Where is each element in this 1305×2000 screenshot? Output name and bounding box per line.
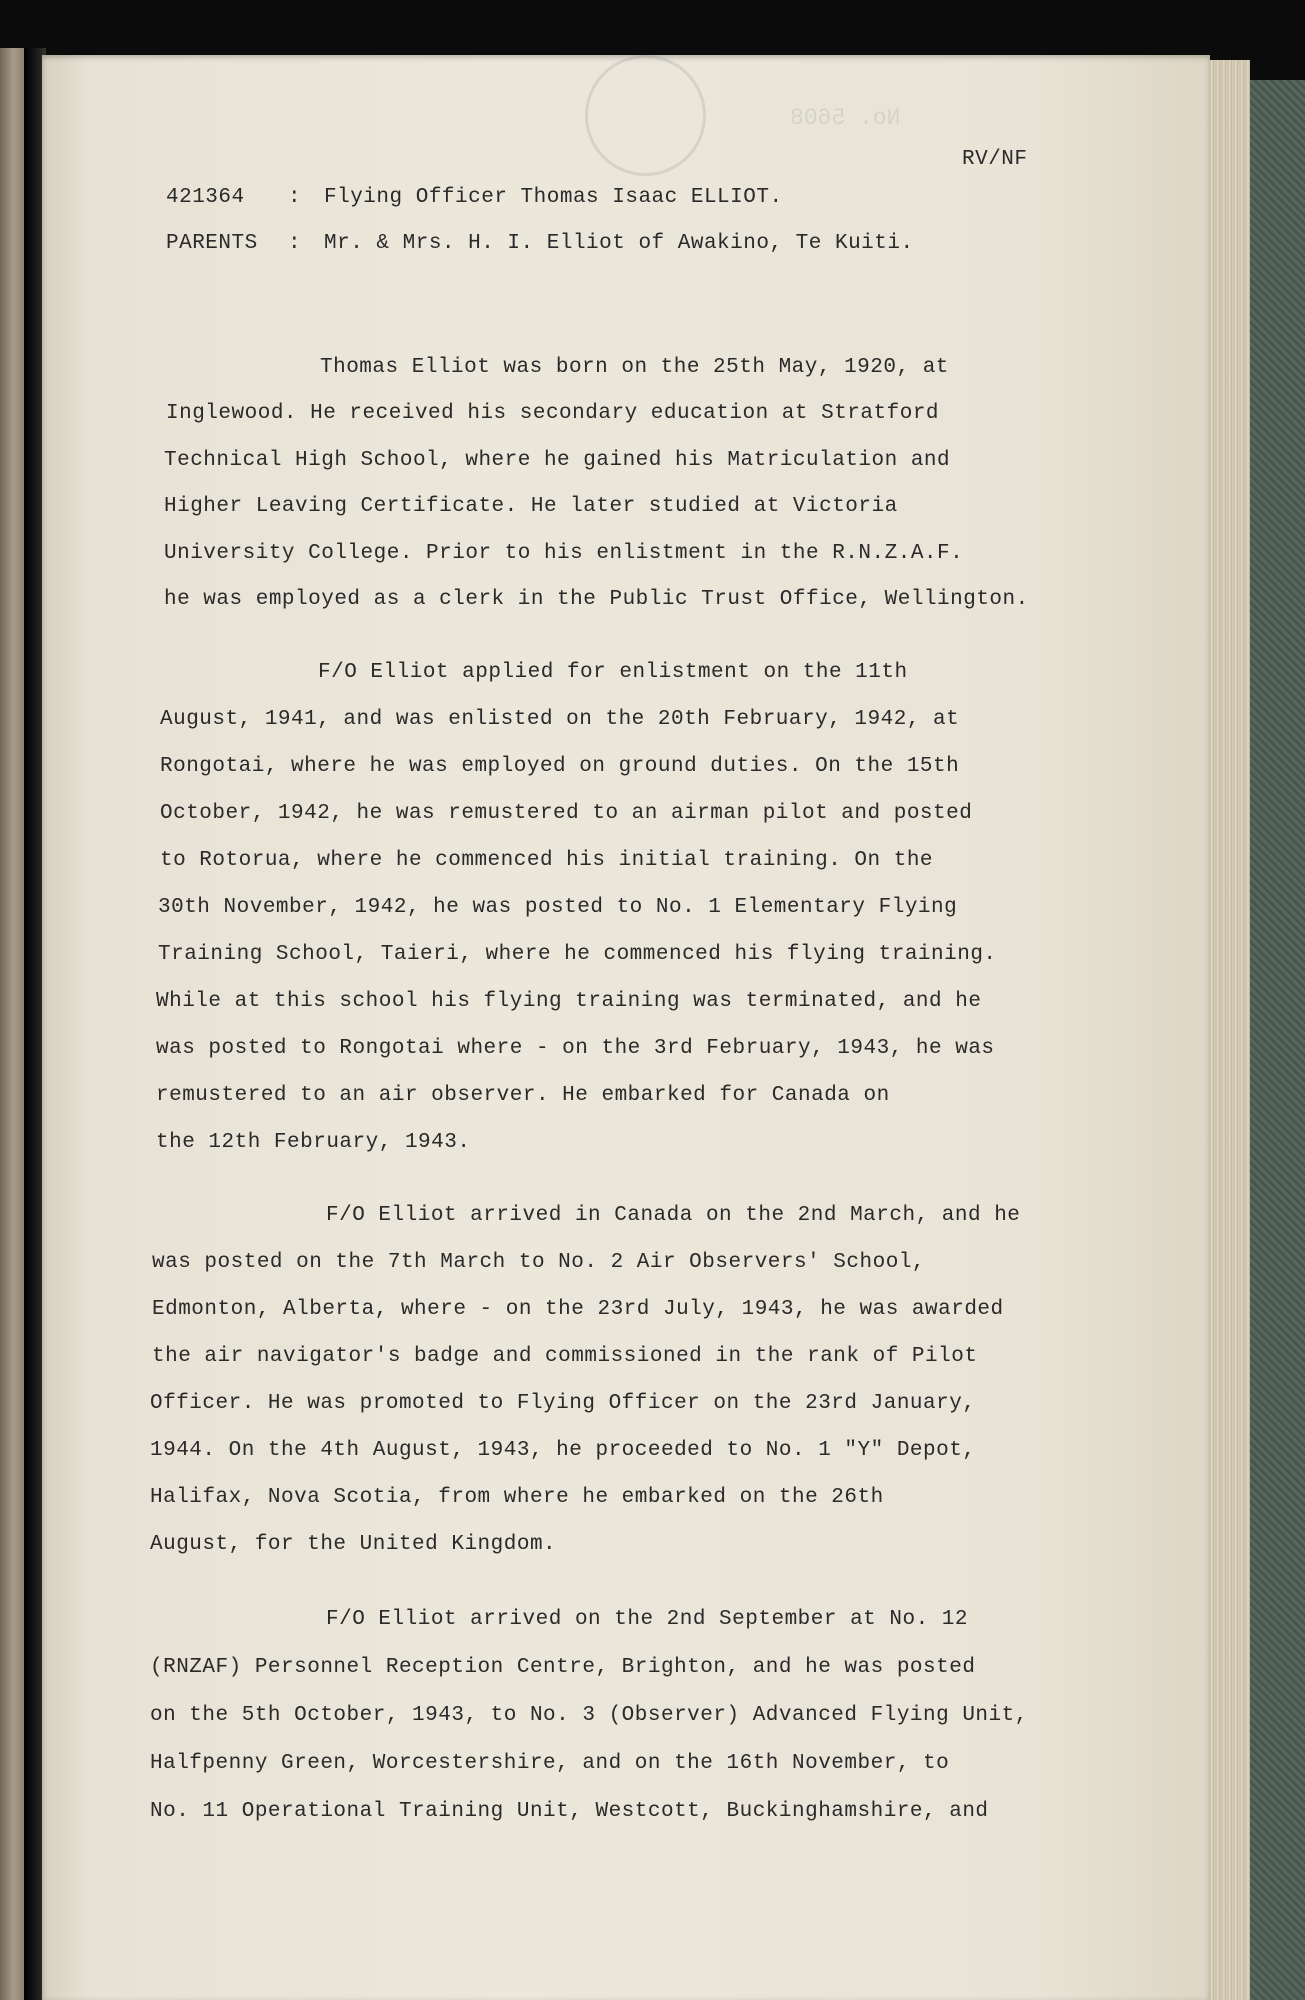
body-line: 1944. On the 4th August, 1943, he proceeded to No. 1 "Y" Depot, bbox=[150, 1439, 976, 1462]
bleed-through-text: No. 5608 bbox=[790, 105, 901, 131]
body-line: Technical High School, where he gained his Matriculation and bbox=[164, 449, 951, 472]
body-line: Halfpenny Green, Worcestershire, and on the 16th November, to bbox=[150, 1752, 950, 1775]
parents-label: PARENTS bbox=[166, 232, 258, 255]
body-line: Edmonton, Alberta, where - on the 23rd July, 1943, he was awarded bbox=[152, 1298, 1004, 1321]
body-line: While at this school his flying training was terminated, and he bbox=[156, 990, 982, 1013]
body-line: the air navigator's badge and commissioned in the rank of Pilot bbox=[152, 1345, 978, 1368]
body-line: Officer. He was promoted to Flying Officer on the 23rd January, bbox=[150, 1392, 976, 1415]
body-line: Higher Leaving Certificate. He later studied at Victoria bbox=[164, 495, 898, 518]
body-line: remustered to an air observer. He embarked for Canada on bbox=[156, 1084, 890, 1107]
body-line: Inglewood. He received his secondary education at Stratford bbox=[166, 402, 940, 425]
body-line: to Rotorua, where he commenced his initial training. On the bbox=[160, 849, 934, 872]
heading-colon: : bbox=[288, 186, 302, 209]
body-line: F/O Elliot applied for enlistment on the 11th bbox=[318, 661, 908, 684]
reference-code: RV/NF bbox=[962, 148, 1028, 171]
parents-value: Mr. & Mrs. H. I. Elliot of Awakino, Te Kuiti. bbox=[324, 232, 914, 255]
service-number: 421364 bbox=[166, 186, 245, 209]
body-line: August, for the United Kingdom. bbox=[150, 1533, 557, 1556]
body-line: October, 1942, he was remustered to an airman pilot and posted bbox=[160, 802, 973, 825]
airman-name: Flying Officer Thomas Isaac ELLIOT. bbox=[324, 186, 783, 209]
heading-colon: : bbox=[288, 232, 302, 255]
body-line: F/O Elliot arrived in Canada on the 2nd March, and he bbox=[326, 1204, 1021, 1227]
body-line: Training School, Taieri, where he commenced his flying training. bbox=[158, 943, 997, 966]
body-line: was posted on the 7th March to No. 2 Air Observers' School, bbox=[152, 1251, 926, 1274]
body-line: Rongotai, where he was employed on ground duties. On the 15th bbox=[160, 755, 960, 778]
left-page-edge bbox=[0, 48, 24, 2000]
body-line: Thomas Elliot was born on the 25th May, 1920, at bbox=[320, 356, 949, 379]
body-line: F/O Elliot arrived on the 2nd September at No. 12 bbox=[326, 1608, 969, 1631]
body-line: August, 1941, and was enlisted on the 20th February, 1942, at bbox=[160, 708, 960, 731]
body-line: (RNZAF) Personnel Reception Centre, Brighton, and he was posted bbox=[150, 1656, 976, 1679]
body-line: on the 5th October, 1943, to No. 3 (Observer) Advanced Flying Unit, bbox=[150, 1704, 1028, 1727]
body-line: No. 11 Operational Training Unit, Westcott, Buckinghamshire, and bbox=[150, 1800, 989, 1823]
body-line: the 12th February, 1943. bbox=[156, 1131, 471, 1154]
body-line: 30th November, 1942, he was posted to No. 1 Elementary Flying bbox=[158, 896, 958, 919]
seal-bleed-through bbox=[585, 55, 706, 176]
body-line: University College. Prior to his enlistment in the R.N.Z.A.F. bbox=[164, 542, 964, 565]
body-line: Halifax, Nova Scotia, from where he embarked on the 26th bbox=[150, 1486, 884, 1509]
body-line: was posted to Rongotai where - on the 3rd February, 1943, he was bbox=[156, 1037, 995, 1060]
body-line: he was employed as a clerk in the Public Trust Office, Wellington. bbox=[164, 588, 1029, 611]
